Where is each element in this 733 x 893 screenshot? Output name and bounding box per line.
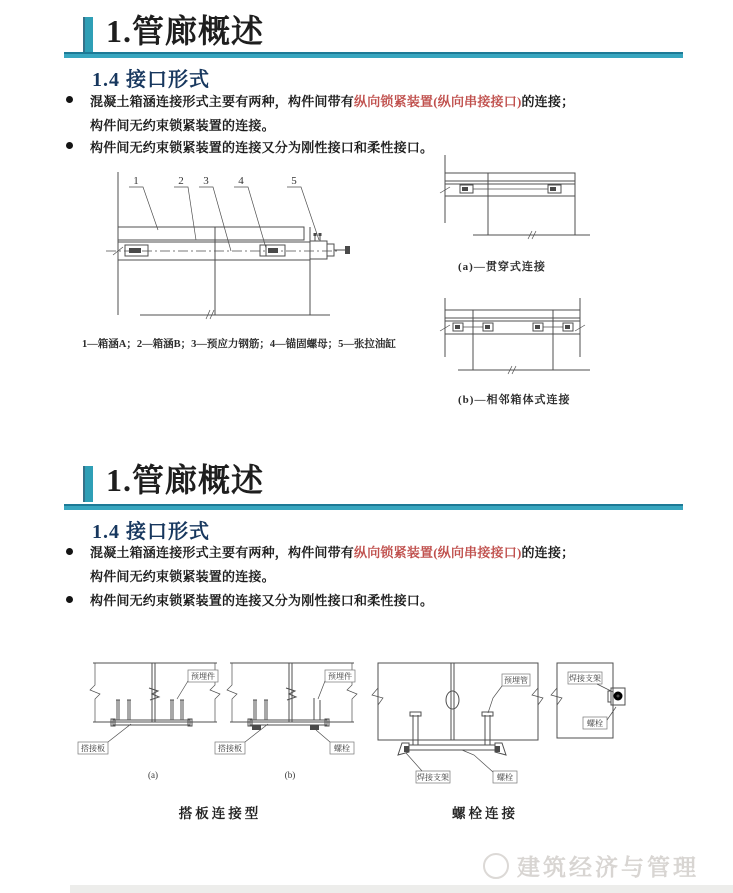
embedded-pipe-label	[488, 674, 530, 713]
b1-black2: 的连接；	[521, 545, 575, 560]
title-accent-bar	[83, 17, 93, 53]
b1-black1: 混凝土箱涵连接形式主要有两种，构件间带有	[90, 545, 355, 560]
prestress-connection-diagram	[98, 160, 433, 360]
svg-text:1: 1	[133, 175, 139, 187]
b1-black1: 混凝土箱涵连接形式主要有两种，构件间带有	[90, 94, 355, 109]
watermark-logo-icon	[483, 853, 509, 879]
slide2-bullet1-line2: 构件间无约束锁紧装置的连接。	[90, 569, 275, 584]
slide2-bullet2: 构件间无约束锁紧装置的连接又分为刚性接口和柔性接口。	[90, 593, 434, 608]
svg-text:3: 3	[203, 175, 209, 187]
svg-text:螺栓: 螺栓	[334, 744, 350, 753]
detail-welded-bracket-label	[568, 672, 613, 692]
slide2-bullet1-line1	[90, 542, 574, 561]
svg-text:搭接板: 搭接板	[218, 744, 242, 753]
lap-sub-b	[215, 663, 357, 780]
svg-text:预埋件: 预埋件	[191, 672, 215, 681]
lap-sub-b-caption: (b)	[284, 770, 296, 780]
welded-bracket-label	[406, 753, 450, 783]
svg-text:4: 4	[238, 175, 244, 187]
slide1-bullet2-dot	[66, 142, 73, 149]
svg-text:预埋管: 预埋管	[504, 676, 528, 685]
b1-red2: (纵向串接接口)	[433, 545, 522, 560]
bolt-label	[462, 750, 517, 783]
svg-text:焊接支架: 焊接支架	[417, 773, 449, 782]
svg-text:2: 2	[178, 175, 184, 187]
b1-red2: (纵向串接接口)	[433, 94, 522, 109]
watermark	[483, 849, 699, 882]
slide1-title: 1.管廊概述	[106, 13, 265, 49]
slide1-bullet1-line2: 构件间无约束锁紧装置的连接。	[90, 118, 275, 133]
bolt-diagram-caption: 螺栓连接	[452, 806, 518, 821]
slide2-bullet2-dot	[66, 596, 73, 603]
callout-1	[129, 175, 158, 230]
bottom-strip	[70, 885, 733, 893]
slide2-title: 1.管廊概述	[106, 462, 265, 498]
embed-part-label-b	[318, 670, 355, 699]
slide1-section-heading: 1.4 接口形式	[92, 69, 210, 91]
svg-text:5: 5	[291, 175, 297, 187]
prestress-diagram-caption: 1—箱涵A；2—箱涵B；3—预应力钢筋；4—锚固螺母；5—张拉油缸	[82, 339, 396, 350]
lap-sub-a-caption: (a)	[148, 770, 158, 780]
svg-text:焊接支架: 焊接支架	[569, 674, 601, 683]
slide2-section-heading: 1.4 接口形式	[92, 521, 210, 543]
detail-bolt-label	[583, 707, 616, 729]
title-accent-bar-2	[83, 466, 93, 502]
b1-black2: 的连接；	[521, 94, 575, 109]
svg-text:螺栓: 螺栓	[497, 773, 513, 782]
b1-red1: 纵向锁紧装置	[354, 545, 434, 560]
slide1-bullet2: 构件间无约束锁紧装置的连接又分为刚性接口和柔性接口。	[90, 140, 434, 155]
slide1-bullet1-line1	[90, 91, 574, 110]
slide2-title-rule	[64, 504, 683, 510]
adjacent-diagram-caption: (b)—相邻箱体式连接	[458, 394, 571, 406]
slide1-title-rule	[64, 52, 683, 58]
slide2-bullet1-dot	[66, 548, 73, 555]
slide1-bullet1-dot	[66, 96, 73, 103]
svg-text:螺栓: 螺栓	[587, 719, 603, 728]
callout-5	[287, 175, 319, 240]
callout-4	[234, 175, 266, 248]
bolt-label-b	[316, 730, 354, 754]
lap-sub-a	[78, 663, 220, 780]
lap-plate-connection-diagram	[73, 643, 368, 803]
bolt-connection-diagram	[362, 643, 697, 803]
lap-plate-label-a	[78, 724, 131, 754]
svg-text:预埋件: 预埋件	[328, 672, 352, 681]
through-diagram-caption: (a)—贯穿式连接	[458, 261, 546, 273]
callout-2	[174, 175, 196, 240]
svg-text:搭接板: 搭接板	[81, 744, 105, 753]
lap-diagram-caption: 搭板连接型	[178, 806, 262, 821]
embed-part-label-a	[177, 670, 218, 699]
watermark-text: 建筑经济与管理	[517, 855, 699, 880]
b1-red1: 纵向锁紧装置	[354, 94, 434, 109]
